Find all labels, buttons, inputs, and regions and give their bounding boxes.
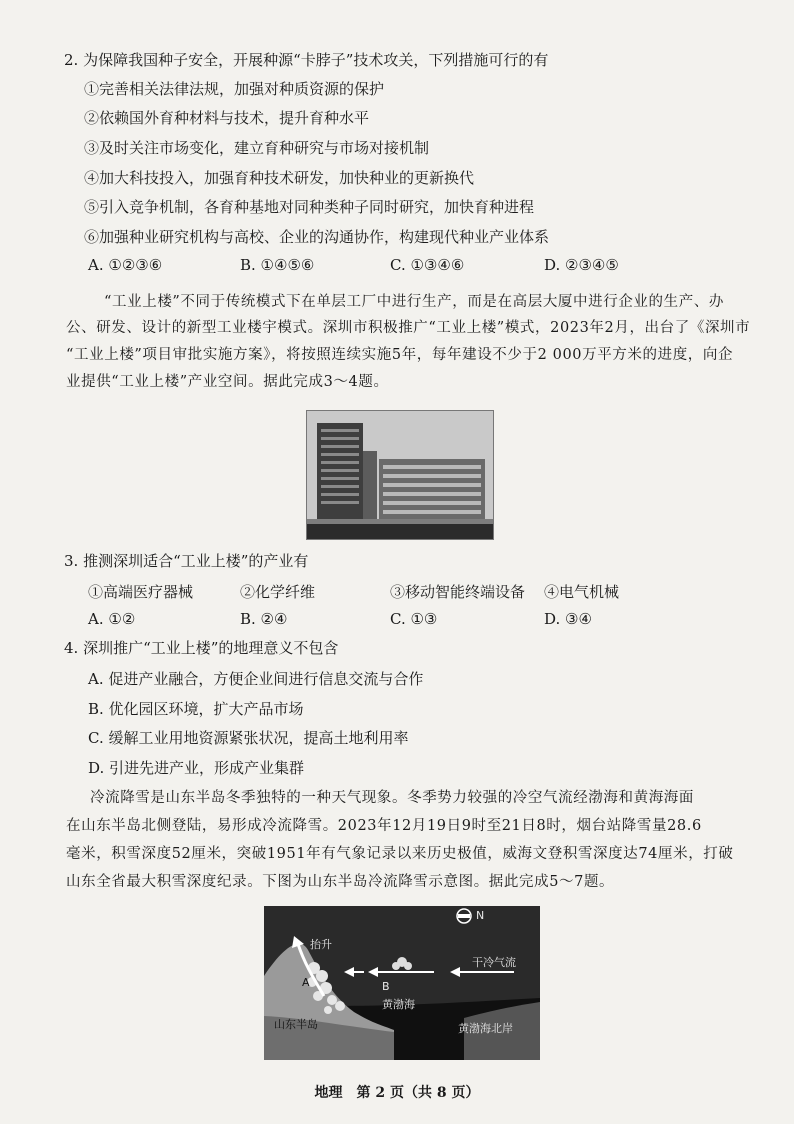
q2-answer-a: A. ①②③⑥ (88, 256, 163, 274)
q4-answer-a: A. 促进产业融合，方便企业间进行信息交流与合作 (88, 670, 424, 688)
diagram-sea-label: 黄渤海 (382, 998, 415, 1011)
diagram-north-label: N (476, 909, 485, 922)
passage1-line-1: “工业上楼”不同于传统模式下在单层工厂中进行生产，而是在高层大厦中进行企业的生产、办 (104, 294, 725, 310)
q4-answer-d: D. 引进先进产业，形成产业集群 (88, 759, 305, 777)
q2-item-4: ④加大科技投入，加强育种技术研发，加快种业的更新换代 (84, 169, 475, 187)
q2-answer-c: C. ①③④⑥ (390, 256, 465, 274)
q4-stem: 4. 深圳推广“工业上楼”的地理意义不包含 (64, 639, 339, 657)
building-photo-drawing (307, 411, 493, 539)
diagram-dry-cold-air-label: 干冷气流 (472, 956, 516, 969)
q3-answer-c: C. ①③ (390, 610, 438, 628)
q2-item-6: ⑥加强种业研究机构与高校、企业的沟通协作，构建现代种业产业体系 (84, 228, 550, 246)
q2-item-1: ①完善相关法律法规，加强对种质资源的保护 (84, 80, 385, 98)
q2-item-2: ②依赖国外育种材料与技术，提升育种水平 (84, 109, 370, 127)
q3-item-1: ①高端医疗器械 (88, 583, 194, 601)
passage2-line-4: 山东全省最大积雪深度纪录。下图为山东半岛冷流降雪示意图。据此完成5～7题。 (66, 874, 615, 890)
passage1-line-3: “工业上楼”项目审批实施方案》，将按照连续实施5年，每年建设不少于2 000万平方米的进度，向企 (66, 347, 734, 363)
diagram-point-b: B (382, 980, 390, 993)
q3-stem: 3. 推测深圳适合“工业上楼”的产业有 (64, 552, 309, 570)
q3-answer-a: A. ①② (88, 610, 136, 628)
q3-item-4: ④电气机械 (544, 583, 620, 601)
diagram-north-coast-label: 黄渤海北岸 (458, 1022, 513, 1035)
q2-item-3: ③及时关注市场变化，建立育种研究与市场对接机制 (84, 139, 430, 157)
q3-item-3: ③移动智能终端设备 (390, 583, 526, 601)
passage2-line-1: 冷流降雪是山东半岛冬季独特的一种天气现象。冬季势力较强的冷空气流经渤海和黄海海面 (90, 790, 694, 806)
q2-answer-d: D. ②③④⑤ (544, 256, 619, 274)
q2-item-5: ⑤引入竞争机制，各育种基地对同种类种子同时研究，加快育种进程 (84, 198, 535, 216)
snowfall-diagram (264, 906, 540, 1060)
diagram-peninsula-label: 山东半岛 (274, 1018, 318, 1031)
page-footer: 地理 第 2 页（共 8 页） (314, 1085, 480, 1101)
diagram-lift-label: 抬升 (310, 938, 332, 951)
passage1-line-4: 业提供“工业上楼”产业空间。据此完成3～4题。 (66, 374, 389, 390)
building-photo (306, 410, 494, 540)
q4-answer-c: C. 缓解工业用地资源紧张状况，提高土地利用率 (88, 729, 409, 747)
q3-item-2: ②化学纤维 (240, 583, 316, 601)
q2-answer-b: B. ①④⑤⑥ (240, 256, 315, 274)
q3-answer-b: B. ②④ (240, 610, 288, 628)
q2-stem: 2. 为保障我国种子安全，开展种源“卡脖子”技术攻关，下列措施可行的有 (64, 51, 549, 69)
passage2-line-2: 在山东半岛北侧登陆，易形成冷流降雪。2023年12月19日9时至21日8时，烟台站降雪量28.6 (66, 818, 702, 834)
passage2-line-3: 毫米，积雪深度52厘米，突破1951年有气象记录以来历史极值，威海文登积雪深度达74厘米，打破 (66, 846, 734, 862)
q3-answer-d: D. ③④ (544, 610, 592, 628)
q4-answer-b: B. 优化园区环境，扩大产品市场 (88, 700, 304, 718)
diagram-point-a: A (302, 976, 310, 989)
passage1-line-2: 公、研发、设计的新型工业楼宇模式。深圳市积极推广“工业上楼”模式，2023年2月，出台了《深圳市 (66, 320, 751, 336)
